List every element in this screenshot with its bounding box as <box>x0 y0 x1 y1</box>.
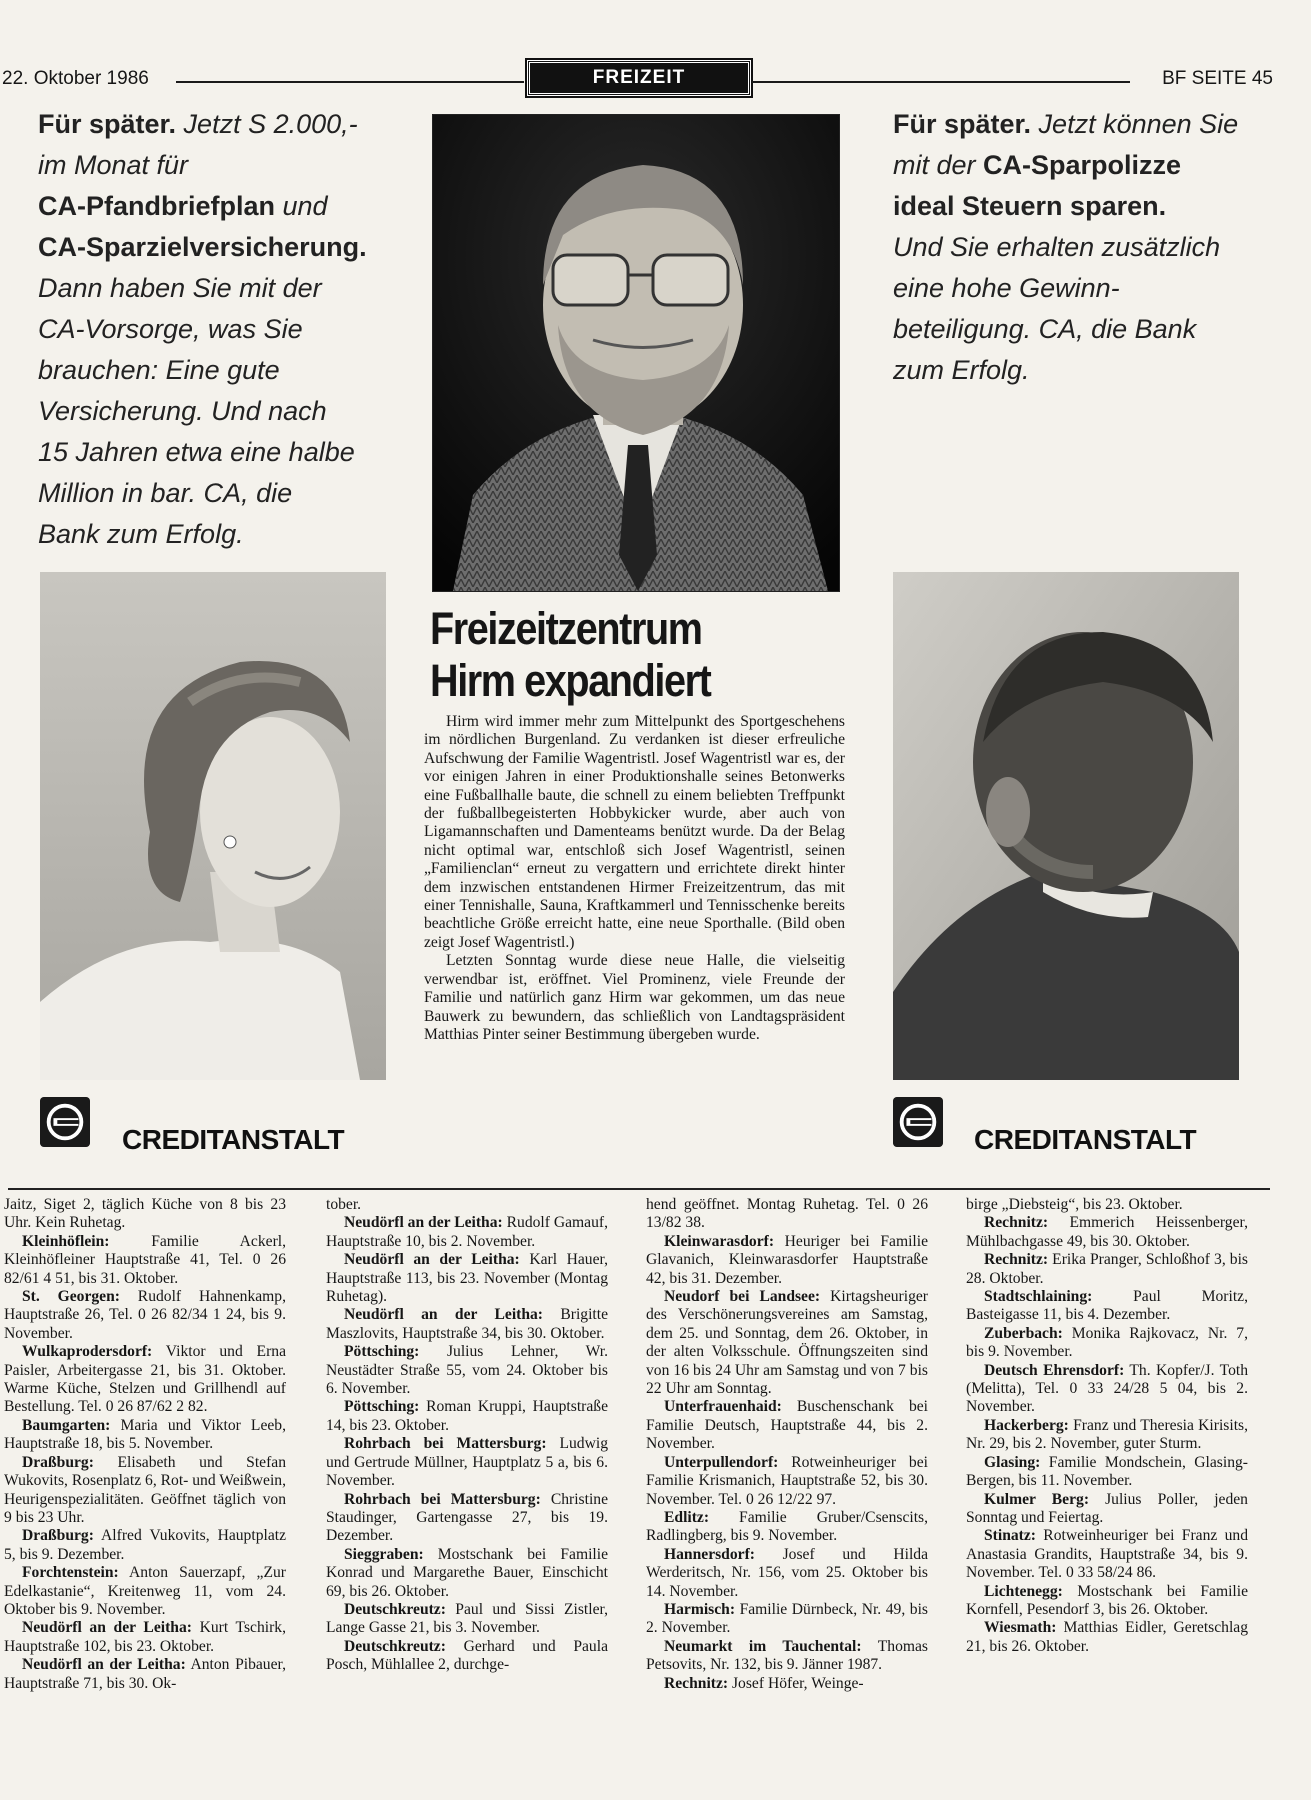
list-item: Wiesmath: Matthias Eidler, Geretschlag 21, bis 26. Oktober. <box>966 1619 1248 1655</box>
woman-photo <box>40 572 386 1080</box>
article-body <box>424 713 845 1044</box>
creditanstalt-logo-icon <box>893 1097 943 1147</box>
list-item: Lichtenegg: Mostschank bei Familie Kornfell, Pesendorf 3, bis 26. Oktober. <box>966 1582 1248 1618</box>
list-item: Rechnitz: Josef Höfer, Weinge- <box>664 1674 864 1692</box>
list-item: Jaitz, Siget 2, täglich Küche von 8 bis 23 Uhr. Kein Ruhetag. <box>4 1196 286 1232</box>
list-item: hend geöffnet. Montag Ruhetag. Tel. 0 26 13/82 38. <box>646 1196 928 1232</box>
list-item: Draßburg: Elisabeth und Stefan Wukovits, Rosenplatz 6, Rot- und Weißwein, Heurigenspezialitäten. Geöffnet täglich von 9 bis 23 Uhr. <box>4 1453 286 1526</box>
list-item: Baumgarten: Maria und Viktor Leeb, Hauptstraße 18, bis 5. November. <box>4 1416 286 1453</box>
ad-left-line: CA-Pfandbriefplan und <box>38 191 328 221</box>
list-item: St. Georgen: Rudolf Hahnenkamp, Hauptstraße 26, Tel. 0 26 82/34 1 24, bis 9. November. <box>4 1288 287 1342</box>
ad-right-line: mit der CA-Sparpolizze <box>893 150 1182 180</box>
list-item: Rechnitz: Erika Pranger, Schloßhof 3, bis 28. Oktober. <box>966 1251 1248 1287</box>
header-rule-left <box>176 81 524 83</box>
ad-right-line: ideal Steuern sparen. <box>893 191 1167 221</box>
article-headline <box>430 603 800 707</box>
ad-left-line: Bank zum Erfolg. <box>38 519 244 549</box>
list-item: Edlitz: Familie Gruber/Csenscits, Radlingberg, bis 9. November. <box>646 1508 928 1545</box>
list-item: Neudörfl an der Leitha: Brigitte Maszlovits, Hauptstraße 34, bis 30. Oktober. <box>326 1306 608 1342</box>
list-item: Deutschkreutz: Gerhard und Paula Posch, Mühlallee 2, durchge- <box>326 1637 608 1674</box>
headline-line-1: Freizeitzentrum <box>430 603 702 654</box>
man-back-photo <box>893 572 1239 1080</box>
ad-left-line: CA-Vorsorge, was Sie <box>38 314 303 344</box>
ad-left-line: Dann haben Sie mit der <box>38 273 322 303</box>
list-item: Neudörfl an der Leitha: Karl Hauer, Hauptstraße 113, bis 23. November (Montag Ruhetag). <box>326 1251 608 1306</box>
header-rule-right <box>752 81 1130 83</box>
ad-left-line: im Monat für <box>38 150 189 180</box>
list-item: Kleinwarasdorf: Heuriger bei Familie Glavanich, Kleinwarasdorfer Hauptstraße 42, bis 31. Dezember. <box>646 1232 928 1287</box>
list-item: tober. <box>326 1196 362 1213</box>
ad-right-line: zum Erfolg. <box>893 355 1030 385</box>
ad-right-line: eine hohe Gewinn- <box>893 273 1120 303</box>
list-item: Sieggraben: Mostschank bei Familie Konrad und Margarethe Bauer, Einschicht 69, bis 26. Oktober. <box>326 1545 608 1600</box>
page-number: BF SEITE 45 <box>1162 68 1273 89</box>
listing-column-4 <box>966 1196 1248 1656</box>
list-item: Zuberbach: Monika Rajkovacz, Nr. 7, bis 9. November. <box>966 1324 1248 1361</box>
list-item: Neudörfl an der Leitha: Anton Pibauer, Hauptstraße 71, bis 30. Ok- <box>4 1656 286 1692</box>
list-item: Rohrbach bei Mattersburg: Christine Staudinger, Gartengasse 27, bis 19. Dezember. <box>326 1490 608 1545</box>
list-item: Rohrbach bei Mattersburg: Ludwig und Gertrude Müllner, Hauptplatz 5 a, bis 6. November. <box>326 1435 608 1490</box>
list-item: Hannersdorf: Josef und Hilda Werderitsch, Nr. 156, vom 25. Oktober bis 14. November. <box>646 1545 928 1600</box>
list-item: Hackerberg: Franz und Theresia Kirisits, Nr. 29, bis 2. November, guter Sturm. <box>966 1416 1248 1453</box>
list-item: Draßburg: Alfred Vukovits, Hauptplatz 5, bis 9. Dezember. <box>4 1527 286 1563</box>
list-item: Kleinhöflein: Familie Ackerl, Kleinhöfleiner Hauptstraße 41, Tel. 0 26 82/61 4 51, bis 31. Oktober. <box>4 1232 286 1287</box>
list-item: Deutschkreutz: Paul und Sissi Zistler, Lange Gasse 21, bis 3. November. <box>326 1600 608 1637</box>
section-kicker: FREIZEIT <box>527 60 751 96</box>
headline-line-2: Hirm expandiert <box>430 655 711 706</box>
creditanstalt-logo-icon <box>40 1097 90 1147</box>
list-item: Deutsch Ehrensdorf: Th. Kopfer/J. Toth (Melitta), Tel. 0 33 24/28 5 04, bis 2. November. <box>966 1361 1248 1416</box>
creditanstalt-logo-left <box>40 1097 90 1152</box>
creditanstalt-logo-right <box>893 1097 943 1152</box>
list-item: Stadtschlaining: Paul Moritz, Basteigasse 11, bis 4. Dezember. <box>966 1288 1248 1324</box>
list-item: Neudorf bei Landsee: Kirtagsheuriger des Verschönerungsvereines am Samstag, dem 25. und Sonntag, dem 26. Oktober, in der alten Volksschule. Öffnungszeiten sind von 16 bis 24 Uhr am Samstag und von 7 bis 22 Uhr am Sonntag. <box>646 1288 928 1398</box>
ad-left-line: Million in bar. CA, die <box>38 478 293 508</box>
list-item: Neumarkt im Tauchental: Thomas Petsovits, Nr. 132, bis 9. Jänner 1987. <box>646 1637 928 1674</box>
portrait-photo <box>432 114 840 592</box>
list-item: Pöttsching: Roman Kruppi, Hauptstraße 14, bis 23. Oktober. <box>326 1398 608 1434</box>
ad-left-line: 15 Jahren etwa eine halbe <box>38 437 355 467</box>
brand-name-left: CREDITANSTALT <box>122 1124 345 1155</box>
ad-right-line: Und Sie erhalten zusätzlich <box>893 232 1221 262</box>
article-paragraph: Letzten Sonntag wurde diese neue Halle, die vielseitig verwendbar ist, eröffnet. Viel Prominenz, viele Freunde der Familie und natürlich ganz Hirm war gekommen, um das neue Bauwerk zu bewundern, das schließlich von Landtagspräsident Matthias Pinter seiner Bestimmung übergeben wurde. <box>424 952 845 1043</box>
ad-right-copy <box>893 104 1238 391</box>
ad-left-line: Für später. Jetzt S 2.000,- <box>38 109 358 139</box>
ad-right-line: beteiligung. CA, die Bank <box>893 314 1197 344</box>
listing-column-3 <box>646 1196 928 1693</box>
list-item: Kulmer Berg: Julius Poller, jeden Sonntag und Feiertag. <box>966 1490 1248 1526</box>
article-paragraph: Hirm wird immer mehr zum Mittelpunkt des Sportgeschehens im nördlichen Burgenland. Zu verdanken ist dieser erfreuliche Aufschwung der Familie Wagentristl. Josef Wagentristl war es, der vor einigen Jahren in einer Produktionshalle seines Betonwerks eine Fußballhalle baute, die schnell zu einem beliebten Treffpunkt der fußballbegeisterten Hobbykicker wurde, aber auch von Ligamannschaften und Damenteams benützt wurde. Da der Belag nicht optimal war, entschloß sich Josef Wagentristl, seinen „Familienclan“ erneut zu vergattern und errichtete direkt hinter dem inzwischen entstandenen Hirmer Freizeitzentrum, das mit einer Tennishalle, Sauna, Kraftkammerl und Tennisschenke bereits beachtliche Größe erreicht hatte, eine neue Sporthalle. (Bild oben zeigt Josef Wagentristl.) <box>424 713 845 951</box>
ad-left-line: Versicherung. Und nach <box>38 396 327 426</box>
list-item: Stinatz: Rotweinheuriger bei Franz und Anastasia Grandits, Hauptstraße 34, bis 9. November. Tel. 0 33 58/24 86. <box>966 1527 1248 1582</box>
list-item: Unterfrauenhaid: Buschenschank bei Familie Deutsch, Hauptstraße 44, bis 2. November. <box>646 1398 928 1453</box>
list-item: Harmisch: Familie Dürnbeck, Nr. 49, bis 2. November. <box>646 1600 928 1637</box>
list-item: birge „Diebsteig“, bis 23. Oktober. <box>966 1196 1183 1213</box>
issue-date: 22. Oktober 1986 <box>2 68 149 89</box>
ad-right-line: Für später. Jetzt können Sie <box>893 109 1239 139</box>
listing-column-2 <box>326 1196 608 1675</box>
brand-name-right: CREDITANSTALT <box>974 1124 1197 1155</box>
ad-left-line: CA-Sparzielversicherung. <box>38 232 367 262</box>
list-item: Unterpullendorf: Rotweinheuriger bei Familie Krismanich, Hauptstraße 52, bis 30. November. Tel. 0 26 12/22 97. <box>646 1453 928 1508</box>
list-item: Glasing: Familie Mondschein, Glasing-Bergen, bis 11. November. <box>966 1453 1248 1490</box>
ad-left-copy <box>38 104 367 555</box>
ad-left-line: brauchen: Eine gute <box>38 355 280 385</box>
list-item: Neudörfl an der Leitha: Rudolf Gamauf, Hauptstraße 10, bis 2. November. <box>326 1214 608 1250</box>
list-item: Neudörfl an der Leitha: Kurt Tschirk, Hauptstraße 102, bis 23. Oktober. <box>4 1619 287 1655</box>
list-item: Pöttsching: Julius Lehner, Wr. Neustädter Straße 55, vom 24. Oktober bis 6. November. <box>326 1343 608 1398</box>
list-item: Wulkaprodersdorf: Viktor und Erna Paisler, Arbeitergasse 21, bis 31. Oktober. Warme Küche, Stelzen und Grillhendl auf Bestellung. Tel. 0 26 87/62 2 82. <box>4 1343 286 1416</box>
list-item: Forchtenstein: Anton Sauerzapf, „Zur Edelkastanie“, Kreitenweg 11, vom 24. Oktober bis 9. November. <box>4 1564 286 1618</box>
list-item: Rechnitz: Emmerich Heissenberger, Mühlbachgasse 49, bis 30. Oktober. <box>966 1214 1248 1250</box>
listing-column-1 <box>4 1196 286 1693</box>
